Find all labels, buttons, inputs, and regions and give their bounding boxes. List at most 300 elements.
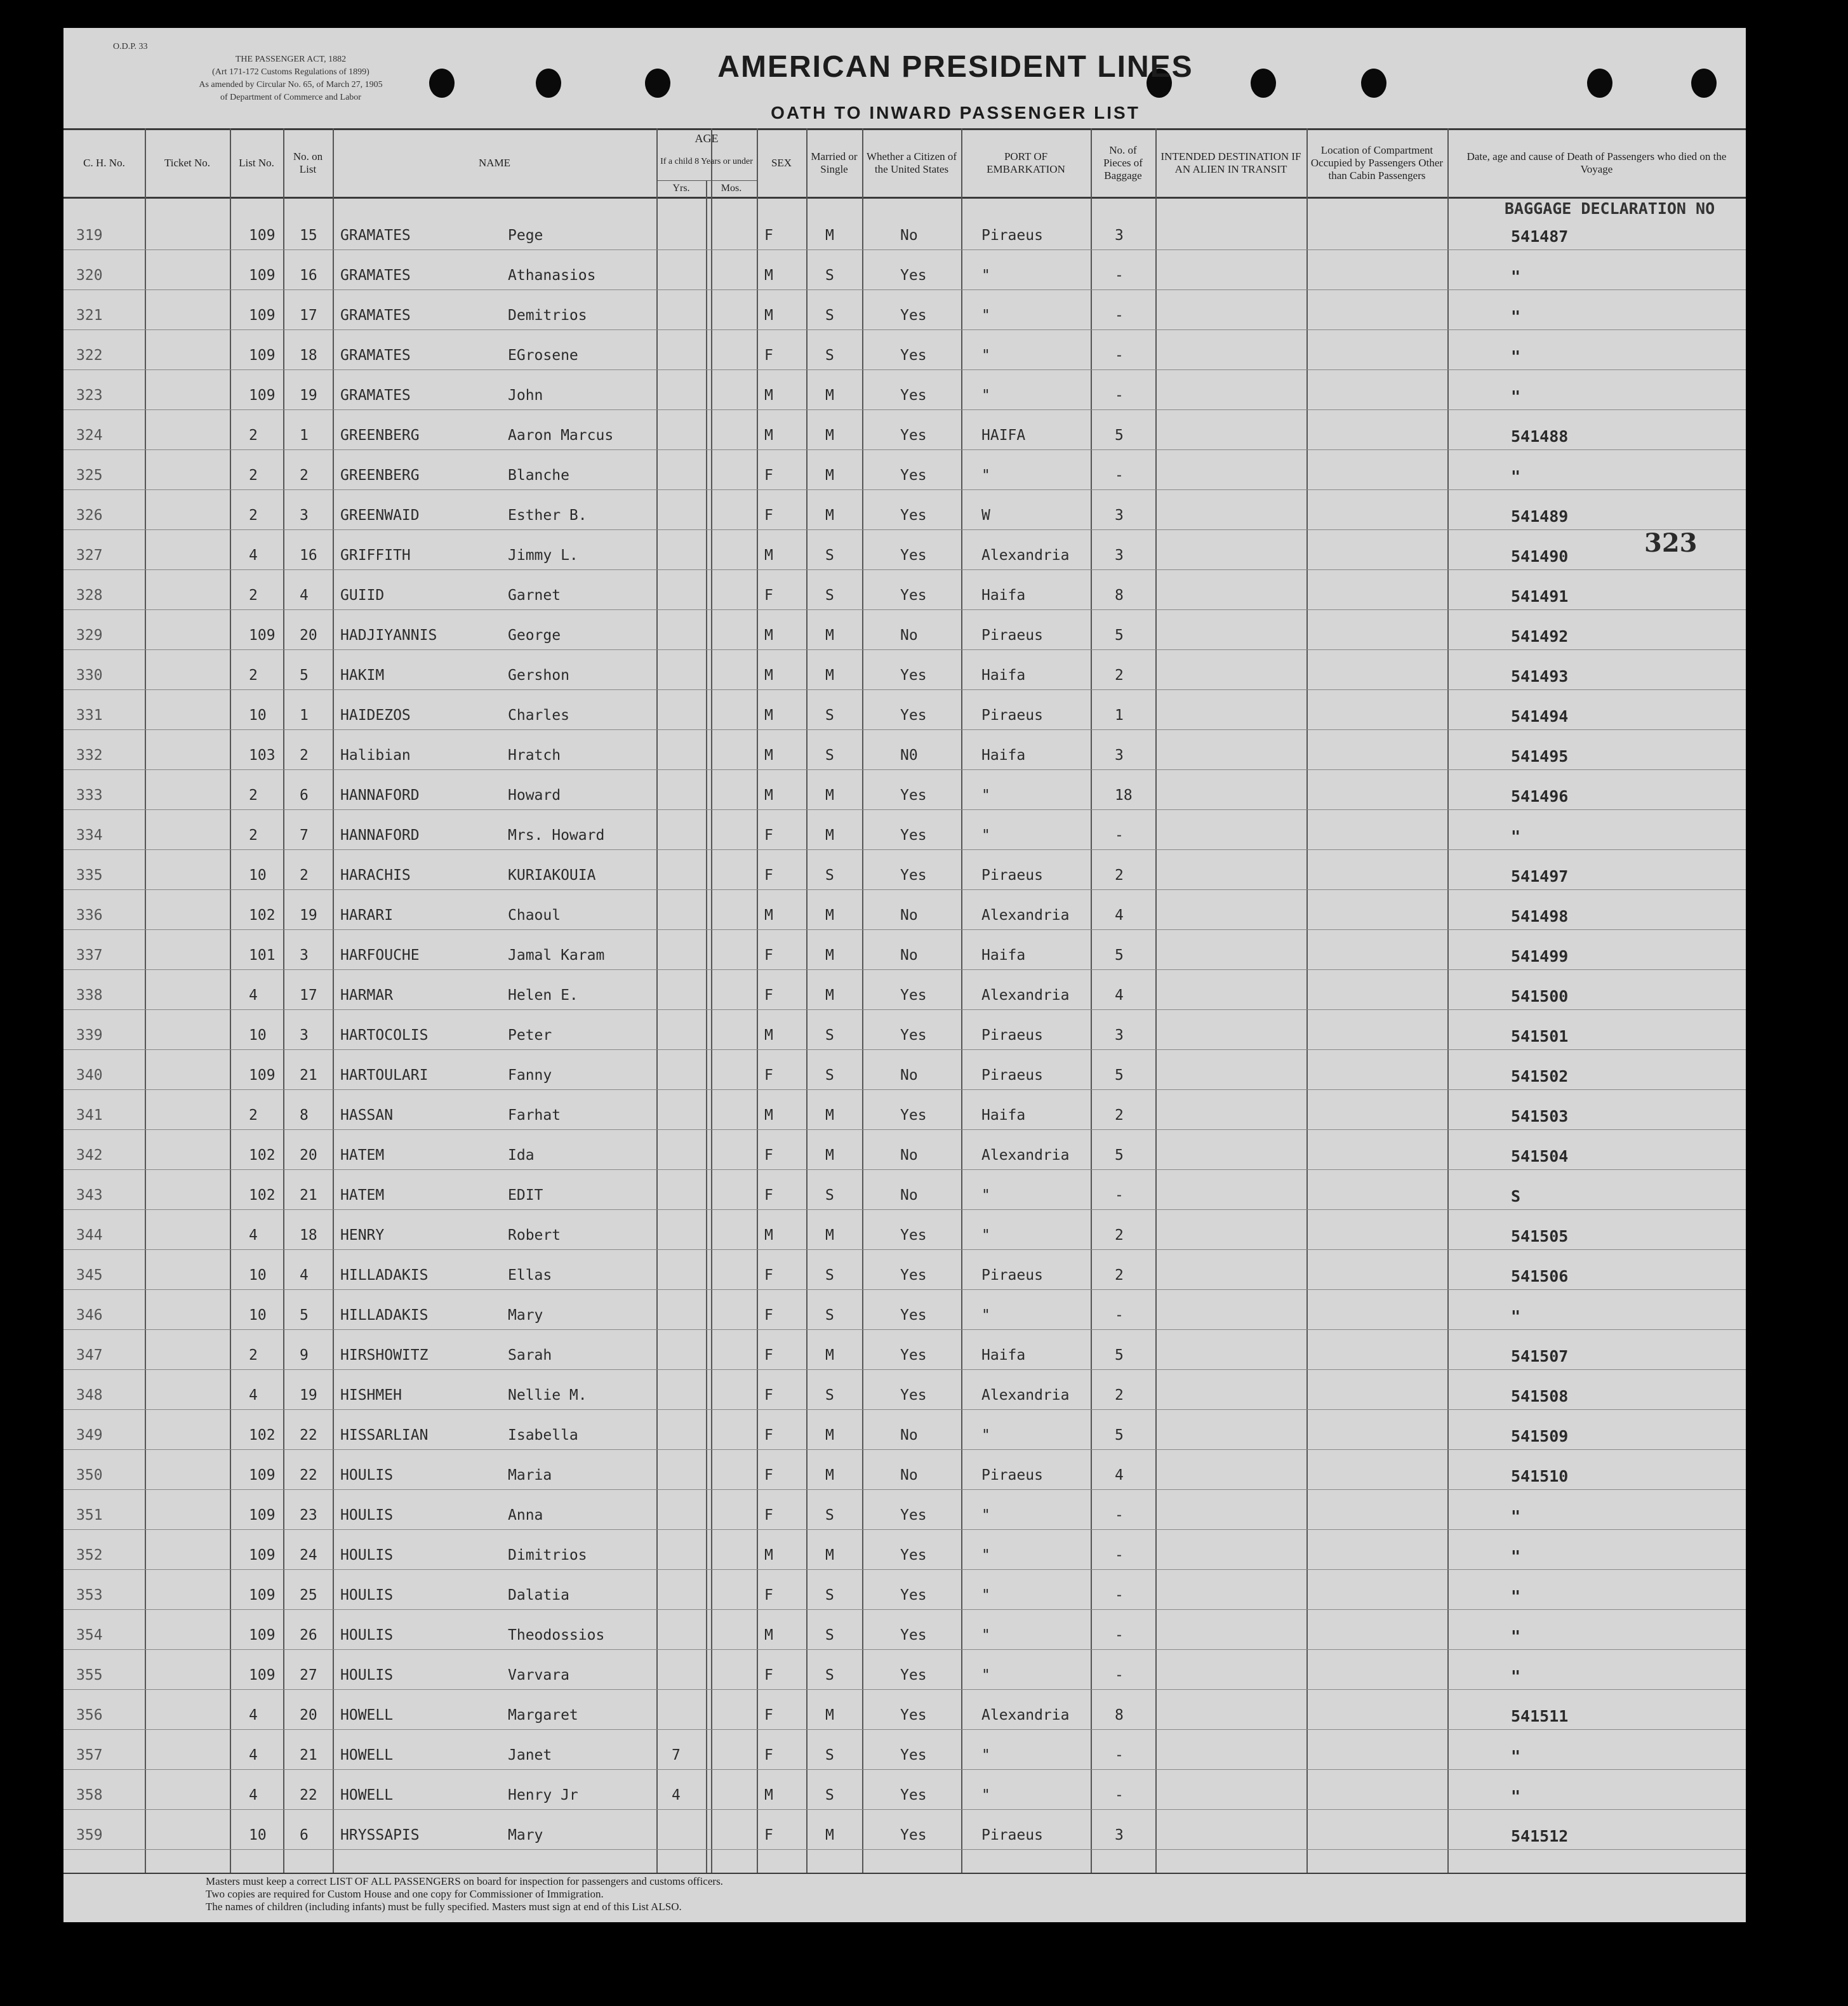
cell-given: Howard <box>508 787 561 804</box>
cell-port: HAIFA <box>981 427 1026 444</box>
cell-decl: 541509 <box>1511 1427 1569 1445</box>
cell-port: " <box>981 1747 990 1764</box>
cell-num: 8 <box>300 1107 309 1124</box>
table-row <box>63 1258 1746 1298</box>
header-location: Location of Compartment Occupied by Passengers Other than Cabin Passengers <box>1310 144 1444 182</box>
cell-ch: 326 <box>76 507 103 524</box>
cell-ch: 350 <box>76 1467 103 1484</box>
table-row <box>63 938 1746 978</box>
header-age: AGE <box>695 132 719 145</box>
cell-bag: - <box>1115 1307 1124 1324</box>
cell-port: " <box>981 1547 990 1564</box>
table-row <box>63 1658 1746 1698</box>
cell-surname: HASSAN <box>340 1107 394 1124</box>
cell-given: Sarah <box>508 1347 552 1364</box>
cell-port: " <box>981 787 990 804</box>
cell-decl: " <box>1511 1747 1521 1765</box>
cell-sex: M <box>764 1787 773 1803</box>
cell-given: Farhat <box>508 1107 561 1124</box>
cell-bag: 2 <box>1115 1227 1124 1244</box>
cell-sex: M <box>764 1227 773 1244</box>
cell-decl: 541504 <box>1511 1147 1569 1166</box>
cell-ms: M <box>825 467 834 484</box>
cell-given: Peter <box>508 1027 552 1044</box>
cell-surname: Halibian <box>340 747 411 764</box>
cell-sex: F <box>764 587 773 604</box>
cell-bag: 2 <box>1115 1267 1124 1284</box>
cell-num: 21 <box>300 1067 317 1084</box>
table-row <box>63 538 1746 578</box>
cell-port: Alexandria <box>981 1147 1070 1164</box>
header-sex: SEX <box>771 157 792 169</box>
cell-cit: Yes <box>900 1707 927 1724</box>
cell-ch: 354 <box>76 1627 103 1644</box>
cell-sex: F <box>764 227 773 244</box>
cell-num: 22 <box>300 1787 317 1803</box>
cell-surname: HARTOULARI <box>340 1067 429 1084</box>
cell-ch: 322 <box>76 347 103 364</box>
cell-surname: HATEM <box>340 1187 385 1204</box>
cell-port: " <box>981 267 990 284</box>
cell-given: Robert <box>508 1227 561 1244</box>
cell-cit: Yes <box>900 507 927 524</box>
cell-list: 2 <box>249 787 258 804</box>
cell-cit: No <box>900 627 918 644</box>
cell-cit: Yes <box>900 467 927 484</box>
cell-given: Henry Jr <box>508 1787 578 1803</box>
table-row <box>63 738 1746 778</box>
cell-bag: - <box>1115 307 1124 324</box>
cell-cit: Yes <box>900 827 927 844</box>
header-list-no: List No. <box>239 157 274 169</box>
cell-decl: " <box>1511 467 1521 486</box>
cell-ch: 357 <box>76 1747 103 1764</box>
cell-list: 102 <box>249 1427 276 1444</box>
cell-num: 25 <box>300 1587 317 1604</box>
cell-ms: S <box>825 1507 834 1524</box>
table-row <box>63 458 1746 498</box>
cell-ch: 356 <box>76 1707 103 1724</box>
table-row <box>63 1378 1746 1418</box>
table-row <box>63 1818 1746 1858</box>
cell-given: KURIAKOUIA <box>508 867 596 884</box>
cell-ms: S <box>825 1627 834 1644</box>
cell-bag: 5 <box>1115 947 1124 964</box>
cell-ms: S <box>825 1787 834 1803</box>
cell-cit: Yes <box>900 987 927 1004</box>
cell-surname: HISSARLIAN <box>340 1427 429 1444</box>
cell-ms: S <box>825 307 834 324</box>
cell-sex: F <box>764 1467 773 1484</box>
cell-given: John <box>508 387 543 404</box>
cell-decl: 541496 <box>1511 787 1569 806</box>
cell-surname: HOULIS <box>340 1667 394 1684</box>
cell-sex: M <box>764 787 773 804</box>
cell-list: 10 <box>249 867 267 884</box>
cell-num: 20 <box>300 627 317 644</box>
act-line-3: As amended by Circular No. 65, of March 27, 1905 <box>199 80 383 90</box>
cell-ms: S <box>825 707 834 724</box>
cell-list: 103 <box>249 747 276 764</box>
footer-rule <box>63 1873 1746 1874</box>
table-row <box>63 1178 1746 1218</box>
cell-sex: F <box>764 1827 773 1843</box>
cell-ch: 335 <box>76 867 103 884</box>
cell-sex: F <box>764 947 773 964</box>
cell-given: Aaron Marcus <box>508 427 614 444</box>
cell-surname: HILLADAKIS <box>340 1267 429 1284</box>
cell-port: Piraeus <box>981 1027 1043 1044</box>
cell-ms: M <box>825 427 834 444</box>
cell-ms: M <box>825 627 834 644</box>
cell-surname: HARTOCOLIS <box>340 1027 429 1044</box>
cell-surname: HANNAFORD <box>340 787 420 804</box>
binder-hole-8 <box>1691 69 1717 98</box>
cell-cit: Yes <box>900 347 927 364</box>
cell-list: 4 <box>249 1227 258 1244</box>
table-row <box>63 498 1746 538</box>
table-row <box>63 1018 1746 1058</box>
cell-port: Piraeus <box>981 1267 1043 1284</box>
table-row <box>63 1058 1746 1098</box>
cell-ms: M <box>825 227 834 244</box>
cell-ms: M <box>825 1467 834 1484</box>
cell-cit: Yes <box>900 547 927 564</box>
cell-bag: - <box>1115 347 1124 364</box>
cell-ms: S <box>825 1187 834 1204</box>
cell-ms: S <box>825 1307 834 1324</box>
cell-surname: GUIID <box>340 587 385 604</box>
cell-bag: - <box>1115 827 1124 844</box>
cell-given: Jimmy L. <box>508 547 578 564</box>
cell-port: Piraeus <box>981 1467 1043 1484</box>
cell-sex: M <box>764 747 773 764</box>
header-ch-no: C. H. No. <box>83 157 125 169</box>
cell-cit: Yes <box>900 787 927 804</box>
table-row <box>63 1538 1746 1578</box>
cell-port: Haifa <box>981 667 1026 684</box>
cell-given: Ida <box>508 1147 535 1164</box>
act-line-2: (Art 171-172 Customs Regulations of 1899) <box>212 67 369 77</box>
cell-sex: M <box>764 1547 773 1564</box>
footer-line-3: The names of children (including infants) must be fully specified. Masters must sign at end of this List ALSO. <box>206 1901 682 1913</box>
cell-list: 2 <box>249 827 258 844</box>
table-row <box>63 898 1746 938</box>
cell-ch: 324 <box>76 427 103 444</box>
cell-bag: 2 <box>1115 867 1124 884</box>
cell-list: 109 <box>249 1627 276 1644</box>
footer-line-1: Masters must keep a correct LIST OF ALL PASSENGERS on board for inspection for passengers and customs officers. <box>206 1875 723 1887</box>
cell-num: 2 <box>300 867 309 884</box>
cell-given: Janet <box>508 1747 552 1764</box>
cell-surname: GRIFFITH <box>340 547 411 564</box>
cell-ch: 337 <box>76 947 103 964</box>
cell-sex: M <box>764 427 773 444</box>
header-yrs: Yrs. <box>672 183 690 194</box>
cell-ms: M <box>825 987 834 1004</box>
cell-decl: 541502 <box>1511 1067 1569 1086</box>
cell-num: 6 <box>300 787 309 804</box>
table-row <box>63 818 1746 858</box>
cell-surname: HOULIS <box>340 1547 394 1564</box>
table-row <box>63 1498 1746 1538</box>
cell-ch: 338 <box>76 987 103 1004</box>
cell-cit: Yes <box>900 1547 927 1564</box>
cell-bag: 5 <box>1115 1347 1124 1364</box>
cell-ms: S <box>825 1587 834 1604</box>
cell-port: " <box>981 387 990 404</box>
form-code: O.D.P. 33 <box>113 42 148 51</box>
cell-ms: M <box>825 907 834 924</box>
cell-port: Alexandria <box>981 1387 1070 1404</box>
cell-num: 22 <box>300 1427 317 1444</box>
cell-ch: 340 <box>76 1067 103 1084</box>
cell-list: 109 <box>249 227 276 244</box>
cell-num: 16 <box>300 267 317 284</box>
cell-decl: 541495 <box>1511 747 1569 766</box>
cell-num: 17 <box>300 307 317 324</box>
cell-ms: S <box>825 1387 834 1404</box>
cell-decl: " <box>1511 1667 1521 1685</box>
cell-num: 1 <box>300 707 309 724</box>
cell-sex: F <box>764 507 773 524</box>
cell-cit: Yes <box>900 1107 927 1124</box>
cell-given: Blanche <box>508 467 569 484</box>
cell-decl: " <box>1511 1787 1521 1805</box>
cell-cit: No <box>900 1467 918 1484</box>
cell-sex: F <box>764 1747 773 1764</box>
header-destination: INTENDED DESTINATION IF AN ALIEN IN TRANSIT <box>1160 150 1301 175</box>
table-row <box>63 858 1746 898</box>
cell-num: 21 <box>300 1747 317 1764</box>
cell-given: Nellie M. <box>508 1387 587 1404</box>
header-citizen: Whether a Citizen of the United States <box>866 150 957 175</box>
cell-port: Piraeus <box>981 1067 1043 1084</box>
cell-ch: 327 <box>76 547 103 564</box>
cell-given: Garnet <box>508 587 561 604</box>
cell-list: 2 <box>249 507 258 524</box>
cell-cit: Yes <box>900 1787 927 1803</box>
cell-list: 109 <box>249 627 276 644</box>
table-row <box>63 418 1746 458</box>
cell-sex: F <box>764 1307 773 1324</box>
passenger-act-notice <box>113 41 469 104</box>
cell-ch: 343 <box>76 1187 103 1204</box>
cell-bag: - <box>1115 1587 1124 1604</box>
table-row <box>63 298 1746 338</box>
cell-ch: 355 <box>76 1667 103 1684</box>
cell-port: " <box>981 1507 990 1524</box>
cell-decl: 541506 <box>1511 1267 1569 1285</box>
cell-ms: M <box>825 947 834 964</box>
cell-ch: 319 <box>76 227 103 244</box>
cell-list: 109 <box>249 1507 276 1524</box>
cell-list: 109 <box>249 1067 276 1084</box>
cell-decl: 541500 <box>1511 987 1569 1006</box>
header-age-note: If a child 8 Years or under <box>660 157 753 166</box>
cell-ch: 329 <box>76 627 103 644</box>
table-row <box>63 1338 1746 1378</box>
cell-decl: " <box>1511 1627 1521 1645</box>
table-row <box>63 698 1746 738</box>
cell-cit: Yes <box>900 667 927 684</box>
cell-given: George <box>508 627 561 644</box>
cell-given: Varvara <box>508 1667 569 1684</box>
cell-cit: Yes <box>900 307 927 324</box>
cell-sex: M <box>764 667 773 684</box>
cell-sex: M <box>764 387 773 404</box>
cell-given: Anna <box>508 1507 543 1524</box>
cell-ch: 342 <box>76 1147 103 1164</box>
cell-num: 3 <box>300 1027 309 1044</box>
cell-list: 102 <box>249 1187 276 1204</box>
cell-surname: GRAMATES <box>340 387 411 404</box>
cell-given: Hratch <box>508 747 561 764</box>
cell-decl: 541488 <box>1511 427 1569 446</box>
cell-port: Alexandria <box>981 987 1070 1004</box>
cell-given: EGrosene <box>508 347 578 364</box>
cell-ch: 346 <box>76 1307 103 1324</box>
cell-decl: 541511 <box>1511 1707 1569 1725</box>
cell-surname: HOWELL <box>340 1747 394 1764</box>
cell-num: 5 <box>300 1307 309 1324</box>
cell-num: 26 <box>300 1627 317 1644</box>
cell-bag: 5 <box>1115 1067 1124 1084</box>
cell-port: Piraeus <box>981 1827 1043 1843</box>
cell-bag: 3 <box>1115 547 1124 564</box>
table-row <box>63 1138 1746 1178</box>
cell-port: Piraeus <box>981 227 1043 244</box>
cell-ms: S <box>825 267 834 284</box>
cell-surname: HATEM <box>340 1147 385 1164</box>
cell-ms: M <box>825 1547 834 1564</box>
cell-sex: M <box>764 1107 773 1124</box>
cell-surname: GREENWAID <box>340 507 420 524</box>
cell-sex: F <box>764 1347 773 1364</box>
table-row <box>63 338 1746 378</box>
cell-num: 18 <box>300 1227 317 1244</box>
cell-bag: 3 <box>1115 507 1124 524</box>
cell-num: 4 <box>300 587 309 604</box>
cell-given: Chaoul <box>508 907 561 924</box>
cell-bag: 3 <box>1115 1027 1124 1044</box>
act-line-4: of Department of Commerce and Labor <box>220 93 361 102</box>
cell-sex: F <box>764 1507 773 1524</box>
cell-cit: Yes <box>900 1667 927 1684</box>
cell-decl: " <box>1511 827 1521 846</box>
cell-surname: HARARI <box>340 907 394 924</box>
cell-given: Dimitrios <box>508 1547 587 1564</box>
cell-list: 2 <box>249 467 258 484</box>
cell-cit: No <box>900 907 918 924</box>
cell-surname: HOWELL <box>340 1707 394 1724</box>
cell-list: 4 <box>249 1707 258 1724</box>
cell-num: 2 <box>300 467 309 484</box>
cell-ch: 351 <box>76 1507 103 1524</box>
cell-cit: Yes <box>900 1027 927 1044</box>
cell-cit: No <box>900 227 918 244</box>
cell-list: 10 <box>249 1267 267 1284</box>
cell-given: Margaret <box>508 1707 578 1724</box>
cell-bag: 4 <box>1115 907 1124 924</box>
cell-bag: 3 <box>1115 227 1124 244</box>
cell-num: 20 <box>300 1707 317 1724</box>
cell-given: Mary <box>508 1307 543 1324</box>
cell-sex: F <box>764 987 773 1004</box>
cell-ms: M <box>825 1427 834 1444</box>
cell-given: Athanasios <box>508 267 596 284</box>
cell-num: 22 <box>300 1467 317 1484</box>
cell-surname: HILLADAKIS <box>340 1307 429 1324</box>
cell-bag: - <box>1115 267 1124 284</box>
cell-list: 102 <box>249 907 276 924</box>
cell-bag: 3 <box>1115 1827 1124 1843</box>
cell-sex: F <box>764 1707 773 1724</box>
cell-decl: 541491 <box>1511 587 1569 606</box>
cell-sex: F <box>764 1147 773 1164</box>
cell-decl: 541489 <box>1511 507 1569 526</box>
cell-sex: F <box>764 1267 773 1284</box>
cell-surname: GRAMATES <box>340 347 411 364</box>
header-death: Date, age and cause of Death of Passengers who died on the Voyage <box>1466 150 1727 175</box>
cell-cit: Yes <box>900 707 927 724</box>
cell-port: " <box>981 467 990 484</box>
page-stamp: 323 <box>1644 528 1698 558</box>
cell-decl: 541499 <box>1511 947 1569 966</box>
cell-list: 101 <box>249 947 276 964</box>
table-row <box>63 378 1746 418</box>
cell-surname: HARACHIS <box>340 867 411 884</box>
table-row <box>63 1458 1746 1498</box>
cell-cit: No <box>900 1147 918 1164</box>
cell-port: Haifa <box>981 747 1026 764</box>
cell-sex: F <box>764 1427 773 1444</box>
cell-num: 5 <box>300 667 309 684</box>
cell-cit: Yes <box>900 1227 927 1244</box>
cell-port: Alexandria <box>981 547 1070 564</box>
cell-surname: HOULIS <box>340 1627 394 1644</box>
cell-bag: 2 <box>1115 1107 1124 1124</box>
cell-bag: - <box>1115 1747 1124 1764</box>
cell-list: 2 <box>249 427 258 444</box>
cell-sex: M <box>764 627 773 644</box>
table-row <box>63 658 1746 698</box>
cell-sex: M <box>764 707 773 724</box>
cell-given: Maria <box>508 1467 552 1484</box>
cell-surname: HOWELL <box>340 1787 394 1803</box>
cell-cit: No <box>900 1187 918 1204</box>
cell-port: Haifa <box>981 587 1026 604</box>
cell-list: 4 <box>249 1747 258 1764</box>
cell-sex: F <box>764 1067 773 1084</box>
cell-ch: 333 <box>76 787 103 804</box>
cell-decl: " <box>1511 307 1521 326</box>
cell-sex: F <box>764 827 773 844</box>
table-row <box>63 1298 1746 1338</box>
cell-surname: HOULIS <box>340 1507 394 1524</box>
cell-port: Piraeus <box>981 867 1043 884</box>
cell-ch: 348 <box>76 1387 103 1404</box>
table-row <box>63 1618 1746 1658</box>
cell-port: Piraeus <box>981 707 1043 724</box>
cell-given: Dalatia <box>508 1587 569 1604</box>
cell-bag: 5 <box>1115 1427 1124 1444</box>
footer-notice <box>206 1875 723 1913</box>
cell-cit: Yes <box>900 1347 927 1364</box>
cell-list: 2 <box>249 1347 258 1364</box>
cell-list: 109 <box>249 267 276 284</box>
cell-decl: " <box>1511 387 1521 406</box>
